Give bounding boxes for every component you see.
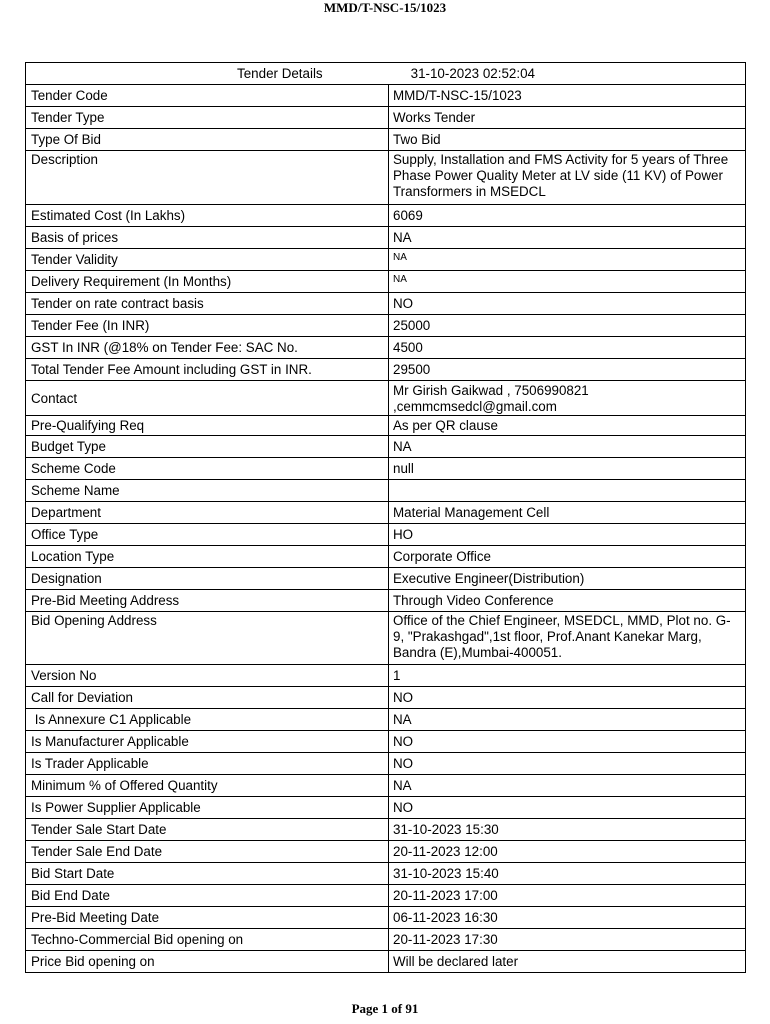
- row-value: 6069: [389, 205, 746, 227]
- row-value: NO: [389, 293, 746, 315]
- row-label: Designation: [26, 568, 389, 590]
- row-label: Is Manufacturer Applicable: [26, 731, 389, 753]
- tender-details-table: [25, 62, 746, 973]
- table-row: [26, 797, 746, 819]
- table-row: [26, 359, 746, 381]
- row-label: GST In INR (@18% on Tender Fee: SAC No.: [26, 337, 389, 359]
- row-label: Pre-Bid Meeting Date: [26, 907, 389, 929]
- row-value: 29500: [389, 359, 746, 381]
- table-row: [26, 929, 746, 951]
- row-value: Executive Engineer(Distribution): [389, 568, 746, 590]
- table-row: [26, 151, 746, 205]
- row-label: Scheme Name: [26, 480, 389, 502]
- row-value: NO: [389, 731, 746, 753]
- row-value: NA: [389, 436, 746, 458]
- table-row: [26, 458, 746, 480]
- table-row: [26, 271, 746, 293]
- row-label: Bid Opening Address: [26, 612, 389, 665]
- table-row: [26, 951, 746, 973]
- row-label: Call for Deviation: [26, 687, 389, 709]
- row-value: NA: [389, 249, 746, 271]
- row-label: Pre-Bid Meeting Address: [26, 590, 389, 612]
- row-label: Tender Validity: [26, 249, 389, 271]
- row-label: Is Annexure C1 Applicable: [26, 709, 389, 731]
- row-value: NO: [389, 753, 746, 775]
- row-value: Corporate Office: [389, 546, 746, 568]
- table-row: [26, 612, 746, 665]
- table-row: [26, 665, 746, 687]
- table-row: [26, 249, 746, 271]
- row-label: Tender Fee (In INR): [26, 315, 389, 337]
- row-label: Description: [26, 151, 389, 205]
- table-row: [26, 524, 746, 546]
- table-row: [26, 416, 746, 436]
- table-row: [26, 107, 746, 129]
- table-row: [26, 129, 746, 151]
- page-header: MMD/T-NSC-15/1023: [323, 0, 447, 15]
- row-value: NO: [389, 687, 746, 709]
- table-row: [26, 381, 746, 416]
- row-label: Price Bid opening on: [26, 951, 389, 973]
- table-row: [26, 709, 746, 731]
- row-label: Location Type: [26, 546, 389, 568]
- table-row: [26, 775, 746, 797]
- table-title-row: [26, 63, 746, 85]
- row-label: Tender on rate contract basis: [26, 293, 389, 315]
- row-value: HO: [389, 524, 746, 546]
- row-value: 1: [389, 665, 746, 687]
- row-label: Department: [26, 502, 389, 524]
- row-label: Office Type: [26, 524, 389, 546]
- table-row: [26, 502, 746, 524]
- table-row: [26, 205, 746, 227]
- table-row: [26, 480, 746, 502]
- row-value: Through Video Conference: [389, 590, 746, 612]
- row-label: Pre-Qualifying Req: [26, 416, 389, 436]
- row-value: 20-11-2023 17:00: [389, 885, 746, 907]
- row-label: Tender Sale End Date: [26, 841, 389, 863]
- table-row: [26, 436, 746, 458]
- table-row: [26, 85, 746, 107]
- table-title: Tender Details: [237, 66, 323, 81]
- row-value: [389, 480, 746, 502]
- table-row: [26, 819, 746, 841]
- row-label: Delivery Requirement (In Months): [26, 271, 389, 293]
- table-row: [26, 907, 746, 929]
- row-label: Tender Sale Start Date: [26, 819, 389, 841]
- row-value: null: [389, 458, 746, 480]
- row-label: Bid Start Date: [26, 863, 389, 885]
- table-row: [26, 568, 746, 590]
- row-value: Office of the Chief Engineer, MSEDCL, MMD, Plot no. G-9, "Prakashgad",1st floor, Prof.Anant Kanekar Marg, Bandra (E),Mumbai-400051.: [389, 612, 746, 665]
- row-value: MMD/T-NSC-15/1023: [389, 85, 746, 107]
- row-label: Techno-Commercial Bid opening on: [26, 929, 389, 951]
- row-label: Basis of prices: [26, 227, 389, 249]
- row-value: 25000: [389, 315, 746, 337]
- row-label: Tender Code: [26, 85, 389, 107]
- table-row: [26, 293, 746, 315]
- table-row: [26, 885, 746, 907]
- row-label: Scheme Code: [26, 458, 389, 480]
- row-value: NA: [389, 227, 746, 249]
- row-label: Version No: [26, 665, 389, 687]
- row-value: 20-11-2023 17:30: [389, 929, 746, 951]
- table-row: [26, 753, 746, 775]
- row-label: Is Power Supplier Applicable: [26, 797, 389, 819]
- row-label: Tender Type: [26, 107, 389, 129]
- page-number: Page 1 of 91: [351, 1001, 419, 1016]
- row-value: 31-10-2023 15:40: [389, 863, 746, 885]
- row-label: Is Trader Applicable: [26, 753, 389, 775]
- table-row: [26, 731, 746, 753]
- row-label: Estimated Cost (In Lakhs): [26, 205, 389, 227]
- row-value: 20-11-2023 12:00: [389, 841, 746, 863]
- row-value: 4500: [389, 337, 746, 359]
- row-value: 31-10-2023 15:30: [389, 819, 746, 841]
- row-label: Contact: [26, 381, 389, 416]
- row-value: NA: [389, 709, 746, 731]
- table-row: [26, 687, 746, 709]
- table-row: [26, 546, 746, 568]
- row-value: Two Bid: [389, 129, 746, 151]
- row-value: 06-11-2023 16:30: [389, 907, 746, 929]
- row-value: NA: [389, 271, 746, 293]
- table-row: [26, 315, 746, 337]
- row-value: NA: [389, 775, 746, 797]
- table-row: [26, 337, 746, 359]
- row-value: NO: [389, 797, 746, 819]
- row-value: Material Management Cell: [389, 502, 746, 524]
- row-value: Supply, Installation and FMS Activity for 5 years of Three Phase Power Quality Meter at LV side (11 KV) of Power Transformers in MSEDCL: [389, 151, 746, 205]
- row-value: As per QR clause: [389, 416, 746, 436]
- table-row: [26, 863, 746, 885]
- table-row: [26, 841, 746, 863]
- row-value: Works Tender: [389, 107, 746, 129]
- generated-timestamp: 31-10-2023 02:52:04: [410, 66, 535, 81]
- table-row: [26, 227, 746, 249]
- row-value: Mr Girish Gaikwad , 7506990821 ,cemmcmsedcl@gmail.com: [389, 381, 746, 416]
- row-label: Minimum % of Offered Quantity: [26, 775, 389, 797]
- row-value: Will be declared later: [389, 951, 746, 973]
- table-row: [26, 590, 746, 612]
- row-label: Total Tender Fee Amount including GST in INR.: [26, 359, 389, 381]
- row-label: Bid End Date: [26, 885, 389, 907]
- row-label: Type Of Bid: [26, 129, 389, 151]
- row-label: Budget Type: [26, 436, 389, 458]
